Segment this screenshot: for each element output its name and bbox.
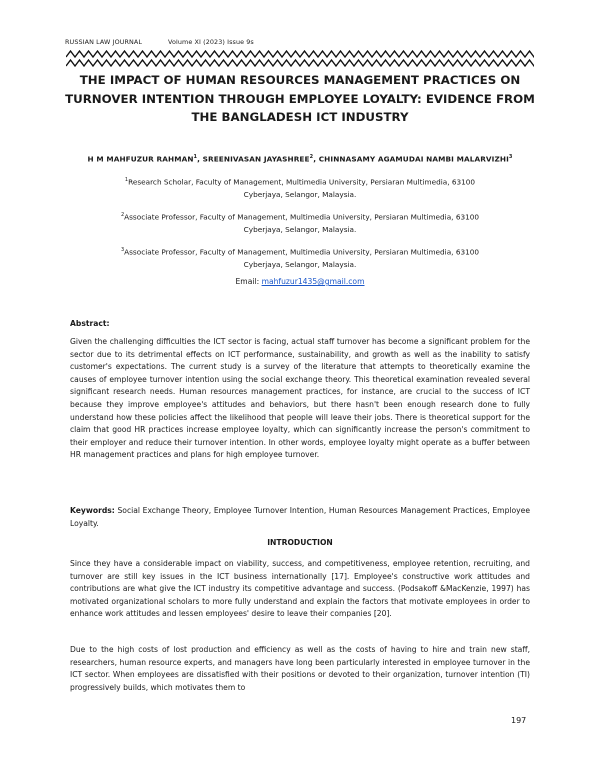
affiliation: $^3$Associate Professor, Faculty of Management, Multimedia University, Persiaran Multimedia, 63100 Cyberjaya, Selangor, Malaysia. [120, 247, 480, 270]
keywords-label: Keywords: [70, 506, 115, 515]
abstract-heading: Abstract: [70, 319, 110, 328]
section-heading-introduction: INTRODUCTION [267, 538, 333, 547]
keywords [70, 505, 530, 530]
author-name: CHINNASAMY AGAMUDAI NAMBI MALARVIZHI [318, 154, 509, 164]
journal-name: RUSSIAN LAW JOURNAL [65, 38, 143, 46]
body-paragraph: Due to the high costs of lost production and efficiency as well as the costs of having to hire and train new staff, researchers, human resource experts, and managers have long been particularly interested in employee turnover in the ICT sector. When employees are dissatisfied with their positions or devoted to their organization, turnover intention (TI) progressively builds, which motivates them to [70, 645, 530, 692]
paper-title: THE IMPACT OF HUMAN RESOURCES MANAGEMENT PRACTICES ON TURNOVER INTENTION THROUGH EMPLOYEE LOYALTY: EVIDENCE FROM THE BANGLADESH ICT INDUSTRY [65, 73, 535, 124]
journal-volume: Volume XI (2023) Issue 9s [168, 38, 254, 46]
page-number: 197 [511, 716, 527, 725]
author-name: H M MAHFUZUR RAHMAN [87, 154, 194, 164]
keywords-text: Social Exchange Theory, Employee Turnover Intention, Human Resources Management Practices, Employee Loyalty. [70, 506, 530, 528]
affiliation: $^1$Research Scholar, Faculty of Management, Multimedia University, Persiaran Multimedia, 63100 Cyberjaya, Selangor, Malaysia. [124, 177, 476, 200]
author-name: SREENIVASAN JAYASHREE [202, 154, 310, 164]
email-label: Email: [235, 277, 260, 286]
contact-email [80, 277, 520, 286]
email-link[interactable]: mahfuzur1435@gmail.com [261, 277, 365, 286]
running-header [65, 38, 254, 46]
decorative-zigzag-border [66, 48, 534, 68]
body-paragraph: Since they have a considerable impact on viability, success, and competitiveness, employee retention, recruiting, and turnover are still key issues in the ICT business internationally [17]. Employee's constructive work attitudes and contributions are what give the ICT industry its competitive advantage and success. (Podsakoff &MacKenzie, 1997) has motivated organizational scholars to more fully understand and explain the factors that motivate employees in order to enhance work attitudes and lessen employees' desire to leave their companies [20]. [70, 559, 530, 619]
author-list: H M MAHFUZUR RAHMAN$^1$, SREENIVASAN JAYASHREE$^2$, CHINNASAMY AGAMUDAI NAMBI MALARVIZHI$^3$ [87, 154, 513, 164]
affiliation: $^2$Associate Professor, Faculty of Management, Multimedia University, Persiaran Multimedia, 63100 Cyberjaya, Selangor, Malaysia. [120, 212, 480, 235]
abstract-body: Given the challenging difficulties the ICT sector is facing, actual staff turnover has become a significant problem for the sector due to its detrimental effects on ICT performance, sustainability, and growth as well as the inability to satisfy customer's expectations. The current study is a survey of the literature that attempts to theoretically examine the causes of employee turnover intention using the social exchange theory. This theoretical examination revealed several significant research needs. Human resources management practices, for instance, are crucial to the success of ICT because they improve employee's attitudes and behaviors, but there hasn't been enough research done to fully understand how these policies affect the likelihood that people will leave their jobs. There is theoretical support for the claim that good HR practices increase employee loyalty, which can significantly increase the person's commitment to their employer and reduce their turnover intention. In other words, employee loyalty might operate as a buffer between HR management practices and plans for high employee turnover. [70, 337, 530, 460]
